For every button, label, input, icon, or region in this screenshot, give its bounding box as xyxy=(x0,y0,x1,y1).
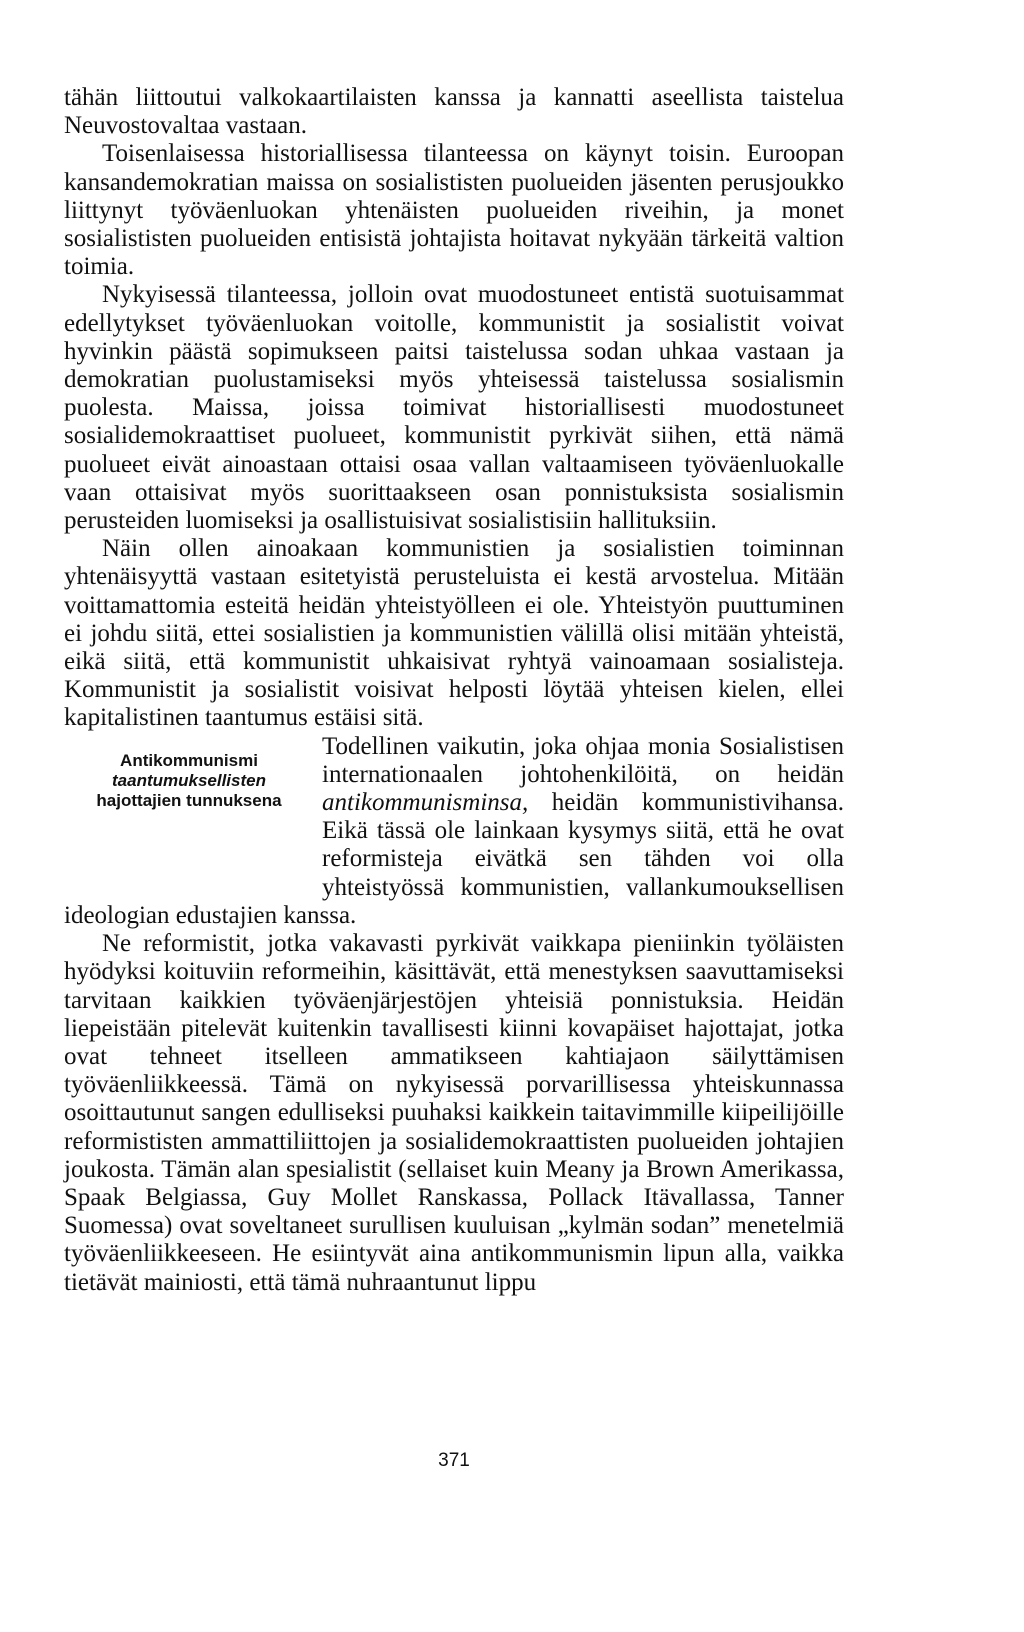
page-number: 371 xyxy=(438,1450,470,1471)
paragraph-current-situation: Nykyisessä tilanteessa, jolloin ovat muodostuneet entistä suotuisammat edellytykset työväenluokan voitolle, kommunistit ja sosialistit voivat hyvinkin päästä sopimukseen paitsi taistelussa sodan uhkaa vastaan ja demokratian puolustamiseksi myös yhteisessä taistelussa sosialismin puolesta. Maissa, joissa toimivat historiallisesti muodostuneet sosialidemokraattiset puolueet, kommunistit pyrkivät siihen, että nämä puolueet eivät ainoastaan ottaisi osaa vallan valtaamiseen työväenluokalle vaan ottaisivat myös suorittaakseen osan ponnistuksista sosialismin perusteiden luomiseksi ja osallistuisivat sosialistisiin hallituksiin. xyxy=(64,281,844,535)
paragraph-historical-situation: Toisenlaisessa historiallisessa tilanteessa on käynyt toisin. Euroopan kansandemokratian maissa on sosialististen puolueiden jäsenten perusjoukko liittynyt työväenluokan yhtenäisten puolueiden riveihin, ja monet sosialististen puolueiden entisistä johtajista hoitavat nykyään tärkeitä valtion toimia. xyxy=(64,140,844,281)
marginal-heading-line2: taantumuksellisten xyxy=(112,770,266,790)
paragraph-reformists: Ne reformistit, jotka vakavasti pyrkivät vaikkapa pieniinkin työläisten hyödyksi koituviin reformeihin, käsittävät, että menestyksen saavuttamiseksi tarvitaan kaikkien työväenjärjestöjen yhteisiä ponnistuksia. Heidän liepeistään pitelevät kuitenkin tavallisesti kiinni kovapäiset hajottajat, jotka ovat tehneet itselleen ammatikseen kahtiajaon säilyttämisen työväenliikkeessä. Tämä on nykyisessä porvarillisessa yhteiskunnassa osoittautunut sangen edulliseksi puuhaksi kaikkein taitavimmille kiipeilijöille reformististen ammattiliittojen ja sosialidemokraattisten puolueiden johtajien joukosta. Tämän alan spesialistit (sellaiset kuin Meany ja Brown Amerikassa, Spaak Belgiassa, Guy Mollet Ranskassa, Pollack Itävallassa, Tanner Suomessa) ovat soveltaneet surullisen kuuluisan „kylmän sodan” menetelmiä työväenliikkeeseen. He esiintyvät aina antikommunismin lipun alla, vaikka tietävät mainiosti, että tämä nuhraantunut lippu xyxy=(64,930,844,1296)
paragraph-unity-arguments: Näin ollen ainoakaan kommunistien ja sosialistien toiminnan yhtenäisyyttä vastaan esitetyistä perusteluista ei kestä arvostelua. Mitään voittamattomia esteitä heidän yhteistyölleen ei ole. Yhteistyön puuttuminen ei johdu siitä, ettei sosialistien ja kommunistien välillä olisi mitään yhteistä, eikä siitä, että kommunistit uhkaisivat ryhtyä vainoamaan sosialisteja. Kommunistit ja sosialistit voisivat helposti löytää yhteisen kielen, ellei kapitalistinen taantumus estäisi sitä. xyxy=(64,535,844,732)
marginal-heading-line1: Antikommunismi xyxy=(120,750,258,770)
true-motive-emphasis: antikommunisminsa, xyxy=(322,789,529,817)
page-text-column xyxy=(64,84,844,1297)
marginal-section xyxy=(64,733,844,930)
true-motive-text-before: Todellinen vaikutin, joka ohjaa monia Sosialistisen internationaalen johtohenkilöitä, on heidän xyxy=(322,732,844,788)
marginal-heading xyxy=(64,751,314,881)
true-motive-text-after: heidän kommunistivihansa. Eikä tässä ole lainkaan kysymys siitä, että he ovat reformisteja eivätkä sen tähden voi olla yhteistyössä kommunistien, vallankumouksellisen ideologian edustajien kanssa. xyxy=(64,789,844,929)
paragraph-continuation: tähän liittoutui valkokaartilaisten kanssa ja kannatti aseellista taistelua Neuvostovaltaa vastaan. xyxy=(64,84,844,140)
marginal-heading-line3: hajottajien tunnuksena xyxy=(96,790,282,810)
